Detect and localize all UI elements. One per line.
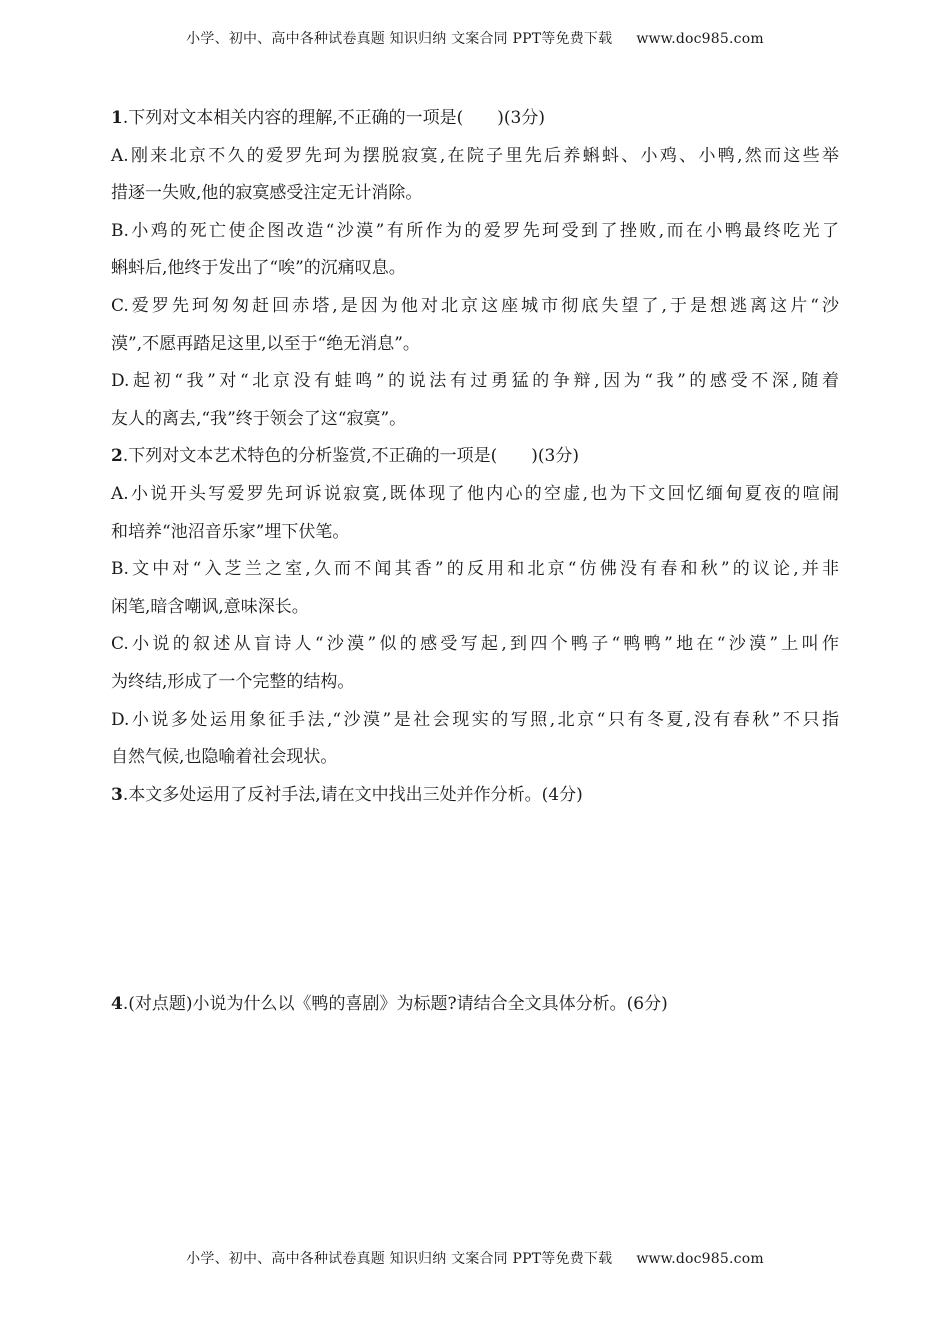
question-2-option-d-line-2: 自然气候,也隐喻着社会现状。 [111, 747, 338, 768]
question-1-option-c-line-2: 漠”,不愿再踏足这里,以至于“绝无消息”。 [111, 333, 420, 354]
header-site-link[interactable]: www.doc985.com [636, 31, 764, 47]
question-text: .(对点题)小说为什么以《鸭的喜剧》为标题?请结合全文具体分析。(6分) [122, 994, 668, 1015]
page-footer [0, 1248, 950, 1268]
footer-site-link[interactable]: www.doc985.com [636, 1251, 764, 1267]
question-2-option-a-line-1: A.小说开头写爱罗先珂诉说寂寞,既体现了他内心的空虚,也为下文回忆缅甸夏夜的喧闹 [111, 483, 839, 504]
footer-text: 小学、初中、高中各种试卷真题 知识归纳 文案合同 PPT等免费下载 [186, 1251, 613, 1267]
question-1-option-a-line-2: 措逐一失败,他的寂寞感受注定无计消除。 [111, 183, 423, 204]
question-1-stem [111, 100, 839, 138]
question-number: 3 [111, 784, 123, 805]
answer-space [111, 814, 839, 986]
question-text: .下列对文本艺术特色的分析鉴赏,不正确的一项是( )(3分) [122, 446, 579, 467]
question-1-option-a-line-1: A.刚来北京不久的爱罗先珂为摆脱寂寞,在院子里先后养蝌蚪、小鸡、小鸭,然而这些举 [111, 145, 839, 166]
document-body [111, 100, 839, 1024]
question-2-option-d-line-1: D.小说多处运用象征手法,“沙漠”是社会现实的写照,北京“只有冬夏,没有春秋”不只指 [111, 709, 839, 730]
question-number: 1 [111, 108, 123, 128]
question-text: .本文多处运用了反衬手法,请在文中找出三处并作分析。(4分) [122, 784, 583, 805]
question-2-stem [111, 438, 839, 476]
question-1-option-b-line-1: B.小鸡的死亡使企图改造“沙漠”有所作为的爱罗先珂受到了挫败,而在小鸭最终吃光了 [111, 220, 839, 241]
question-text: .下列对文本相关内容的理解,不正确的一项是( )(3分) [122, 108, 545, 128]
question-2-option-a-line-2: 和培养“池沼音乐家”埋下伏笔。 [111, 521, 350, 542]
question-2-option-b-line-1: B.文中对“入芝兰之室,久而不闻其香”的反用和北京“仿佛没有春和秋”的议论,并非 [111, 559, 839, 580]
question-number: 4 [111, 994, 123, 1015]
question-4-stem [111, 986, 839, 1024]
question-2-option-c-line-2: 为终结,形成了一个完整的结构。 [111, 671, 355, 692]
question-1-option-d-line-1: D.起初“我”对“北京没有蛙鸣”的说法有过勇猛的争辩,因为“我”的感受不深,随着 [111, 371, 839, 392]
header-text: 小学、初中、高中各种试卷真题 知识归纳 文案合同 PPT等免费下载 [186, 31, 613, 47]
question-number: 2 [111, 446, 123, 467]
question-1-option-d-line-2: 友人的离去,“我”终于领会了这“寂寞”。 [111, 408, 407, 429]
question-1-option-b-line-2: 蝌蚪后,他终于发出了“唉”的沉痛叹息。 [111, 258, 406, 279]
question-3-stem [111, 777, 839, 815]
question-2-option-c-line-1: C.小说的叙述从盲诗人“沙漠”似的感受写起,到四个鸭子“鸭鸭”地在“沙漠”上叫作 [111, 634, 839, 655]
question-1-option-c-line-1: C.爱罗先珂匆匆赶回赤塔,是因为他对北京这座城市彻底失望了,于是想逃离这片“沙 [111, 295, 839, 316]
page-header [0, 28, 950, 48]
question-2-option-b-line-2: 闲笔,暗含嘲讽,意味深长。 [111, 596, 309, 617]
